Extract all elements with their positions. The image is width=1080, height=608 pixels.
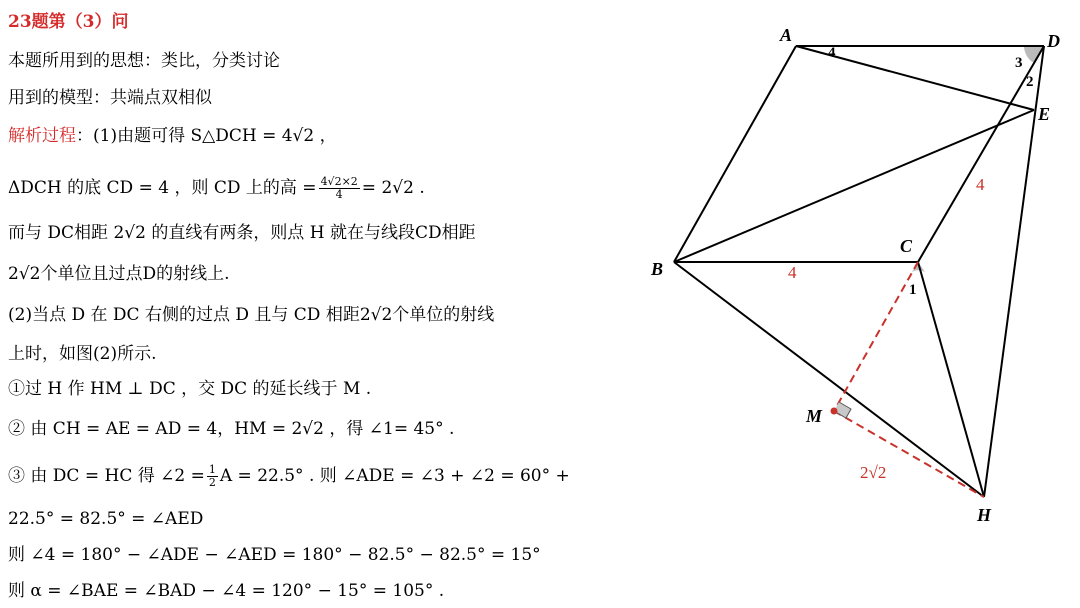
label-M: M: [806, 406, 823, 426]
label-C: C: [900, 236, 913, 256]
half-numerator: 1: [208, 463, 216, 476]
fraction-numerator: 4√2×2: [320, 175, 358, 188]
text-line-4: [8, 176, 425, 201]
angle-2-label: 2: [1026, 74, 1034, 90]
segment-CH: [918, 262, 984, 497]
height-result: = 2√2 .: [361, 178, 425, 198]
length-BC: 4: [788, 263, 797, 282]
text-line-3: [8, 124, 337, 148]
segment-BH: [674, 262, 984, 497]
text-line-7: (2)当点 D 在 DC 右侧的过点 D 且与 CD 相距2√2个单位的射线: [8, 305, 495, 325]
label-D: D: [1047, 31, 1060, 51]
angle-4-label: 4: [828, 45, 836, 61]
height-expr: ΔDCH 的底 CD = 4 ，则 CD 上的高 =: [8, 178, 317, 198]
analysis-text: ：(1)由题可得 S△DCH = 4√2 ，: [76, 126, 337, 146]
angle-3-mark: [1024, 46, 1044, 63]
text-line-12: 22.5° = 82.5° = ∠AED: [8, 509, 204, 529]
text-line-1: 本题所用到的思想：类比，分类讨论: [8, 51, 280, 71]
analysis-label: 解析过程: [8, 126, 76, 146]
text-line-8: 上时，如图(2)所示.: [8, 344, 157, 364]
text-line-9: ①过 H 作 HM ⊥ DC ，交 DC 的延长线于 M .: [8, 379, 372, 399]
text-line-11: [8, 464, 570, 489]
label-E: E: [1038, 104, 1051, 124]
text-line-14: 则 α = ∠BAE = ∠BAD − ∠4 = 120° − 15° = 105° .: [8, 581, 445, 601]
fraction-half: [207, 464, 218, 489]
text-line-13: 则 ∠4 = 180° − ∠ADE − ∠AED = 180° − 82.5° − 82.5° = 15°: [8, 545, 541, 565]
angle2-expr: ③ 由 DC = HC 得 ∠2 =: [8, 466, 205, 486]
half-denominator: 2: [208, 476, 216, 489]
segment-DH: [984, 46, 1044, 497]
segment-AB: [674, 46, 796, 262]
dashed-CM: [834, 262, 918, 411]
text-line-6: 2√2个单位且过点D的射线上.: [8, 264, 230, 284]
point-M-dot: [831, 408, 838, 415]
label-H: H: [977, 505, 992, 525]
label-B: B: [651, 259, 664, 279]
fraction-denominator: 4: [335, 188, 343, 201]
text-line-5: 而与 DC相距 2√2 的直线有两条，则点 H 就在与线段CD相距: [8, 223, 476, 243]
angle2-result: A = 22.5° . 则 ∠ADE = ∠3 + ∠2 = 60° +: [219, 466, 570, 486]
length-MH: 2√2: [860, 463, 887, 482]
label-A: A: [780, 25, 793, 45]
text-line-2: 用到的模型：共端点双相似: [8, 88, 212, 108]
geometry-figure: [640, 0, 1080, 608]
angle-3-label: 3: [1015, 55, 1023, 71]
fraction: [319, 176, 360, 201]
text-line-10: ② 由 CH = AE = AD = 4，HM = 2√2 ，得 ∠1= 45° .: [8, 419, 455, 439]
title: 23题第（3）问: [8, 12, 129, 32]
length-CE: 4: [976, 175, 985, 194]
dashed-MH: [834, 411, 984, 497]
angle-1-label: 1: [909, 282, 917, 298]
